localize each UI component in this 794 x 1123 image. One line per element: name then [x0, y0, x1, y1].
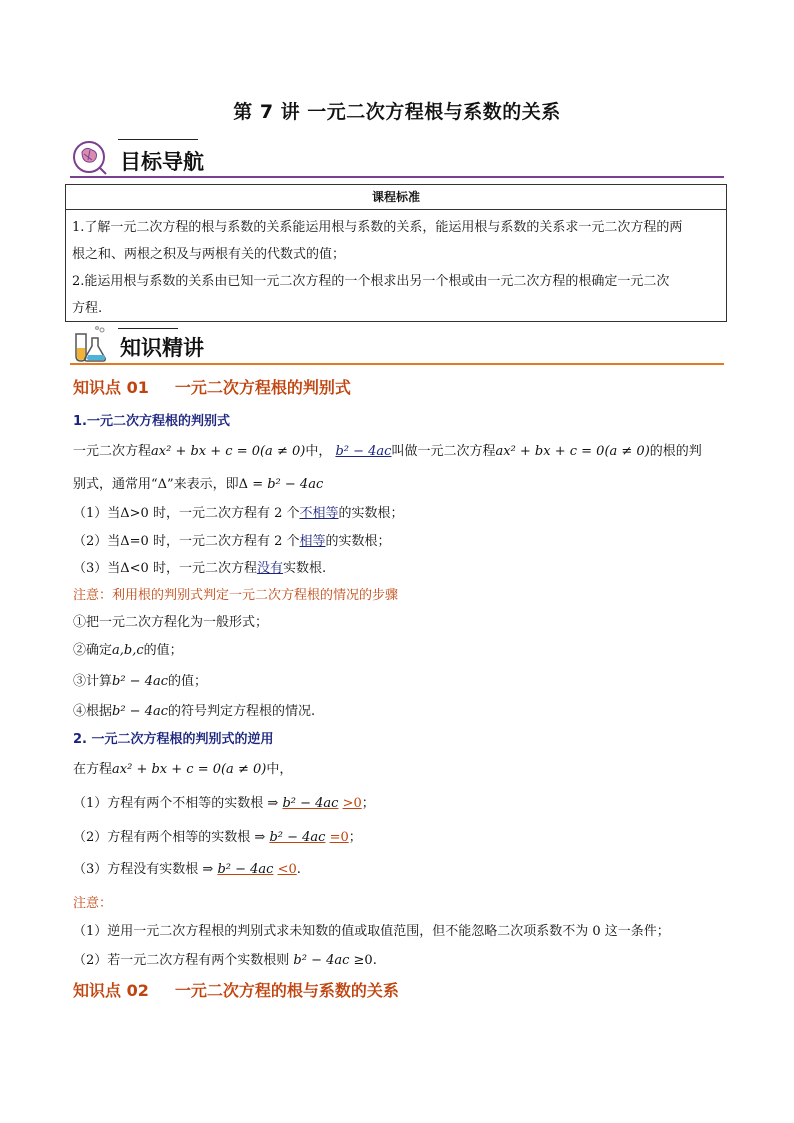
text: 别式，通常用“Δ”来表示，即Δ = [73, 477, 268, 492]
text: 叫做一元二次方程 [391, 444, 496, 459]
case-2 [73, 530, 391, 549]
subheading-inverse: 2. 一元二次方程根的判别式的逆用 [73, 732, 274, 747]
flask-icon [70, 324, 112, 364]
text: 实数根. [282, 561, 327, 576]
step-4 [73, 700, 315, 719]
math: b² − 4ac [112, 704, 169, 719]
kp2-number: 知识点 02 [73, 981, 149, 1000]
standard-item-2b: 方程. [72, 301, 103, 316]
kp1-name: 一元二次方程根的判别式 [174, 378, 351, 397]
inverse-3 [73, 858, 301, 877]
note-heading: 注意： [73, 896, 113, 911]
note-steps-heading: 注意：利用根的判别式判定一元二次方程根的情况的步骤 [73, 588, 399, 603]
text: ②确定 [73, 643, 113, 658]
section-rule-knowledge [70, 363, 724, 365]
definition-line-2 [73, 473, 323, 492]
math: b² − 4ac [282, 796, 339, 811]
section-top-rule-2 [118, 328, 178, 329]
text: 的值； [143, 643, 183, 658]
step-3 [73, 670, 207, 689]
math: b² − 4ac [293, 953, 350, 968]
section-top-rule [118, 139, 198, 140]
condition: >0 [342, 796, 362, 811]
text: 中， [305, 444, 332, 459]
text: ； [348, 830, 362, 845]
text: （2）方程有两个相等的实数根 ⇒ [73, 830, 270, 845]
case-3 [73, 557, 326, 576]
text: ； [361, 796, 375, 811]
condition: =0 [329, 830, 349, 845]
math: b² − 4ac [217, 862, 274, 877]
subheading-discriminant: 1.一元二次方程根的判别式 [73, 414, 230, 429]
text: （3）方程没有实数根 ⇒ [73, 862, 218, 877]
text: 在方程 [73, 762, 113, 777]
brain-icon [70, 138, 112, 178]
text: （2）若一元二次方程有两个实数根则 [73, 953, 294, 968]
equation: ax² + bx + c = 0(a ≠ 0) [151, 444, 306, 459]
case-1 [73, 502, 404, 521]
text: . [296, 862, 301, 877]
text: ≥0. [349, 953, 377, 968]
text: ③计算 [73, 674, 113, 689]
step-2 [73, 639, 183, 658]
text: （2）当Δ=0 时，一元二次方程有 2 个 [73, 534, 300, 549]
text: （3）当Δ<0 时，一元二次方程 [73, 561, 257, 576]
text: 的实数根； [325, 534, 391, 549]
discriminant-expr: b² − 4ac [267, 477, 324, 492]
standard-item-1b: 根之和、两根之积及与两根有关的代数式的值； [72, 247, 346, 262]
section-rule-goals [70, 176, 724, 178]
kp2-name: 一元二次方程的根与系数的关系 [174, 981, 399, 1000]
equation: ax² + bx + c = 0(a ≠ 0) [112, 762, 267, 777]
text: 的值； [168, 674, 208, 689]
kp1-number: 知识点 01 [73, 378, 149, 397]
note-item-1: （1）逆用一元二次方程根的判别式求未知数的值或取值范围，但不能忽略二次项系数不为 0 这一条件； [73, 924, 670, 939]
discriminant-expr: b² − 4ac [335, 444, 392, 459]
definition-line-1 [73, 440, 702, 459]
equation: ax² + bx + c = 0(a ≠ 0) [495, 444, 650, 459]
note-item-2 [73, 949, 377, 968]
knowledge-point-01-title [73, 375, 351, 398]
math: b² − 4ac [112, 674, 169, 689]
section-label-goals: 目标导航 [120, 150, 204, 174]
text: ④根据 [73, 704, 113, 719]
math: a,b,c [112, 643, 144, 658]
inverse-1 [73, 792, 375, 811]
standard-item-1a: 1.了解一元二次方程的根与系数的关系能运用根与系数的关系，能运用根与系数的关系求一元二次方程的两 [72, 220, 683, 235]
text: 一元二次方程 [73, 444, 152, 459]
text: 的实数根； [338, 506, 404, 521]
inverse-intro [73, 758, 292, 777]
course-standard-box [65, 184, 727, 322]
text: 的符号判定方程根的情况. [168, 704, 316, 719]
text: （1）方程有两个不相等的实数根 ⇒ [73, 796, 283, 811]
section-label-knowledge: 知识精讲 [120, 336, 204, 360]
course-standard-header: 课程标准 [66, 185, 726, 210]
condition: <0 [277, 862, 297, 877]
text: 中， [266, 762, 293, 777]
text: 的根的判 [649, 444, 702, 459]
text: （1）当Δ>0 时，一元二次方程有 2 个 [73, 506, 300, 521]
inverse-2 [73, 826, 362, 845]
knowledge-point-02-title [73, 978, 399, 1001]
standard-item-2a: 2.能运用根与系数的关系由已知一元二次方程的一个根求出另一个根或由一元二次方程的根确定一元二次 [72, 274, 670, 289]
keyword: 相等 [299, 534, 326, 549]
step-1: ①把一元二次方程化为一般形式； [73, 615, 269, 630]
keyword: 没有 [256, 561, 283, 576]
page-title: 第 7 讲 一元二次方程根与系数的关系 [233, 101, 561, 123]
math: b² − 4ac [269, 830, 326, 845]
keyword: 不相等 [299, 506, 339, 521]
